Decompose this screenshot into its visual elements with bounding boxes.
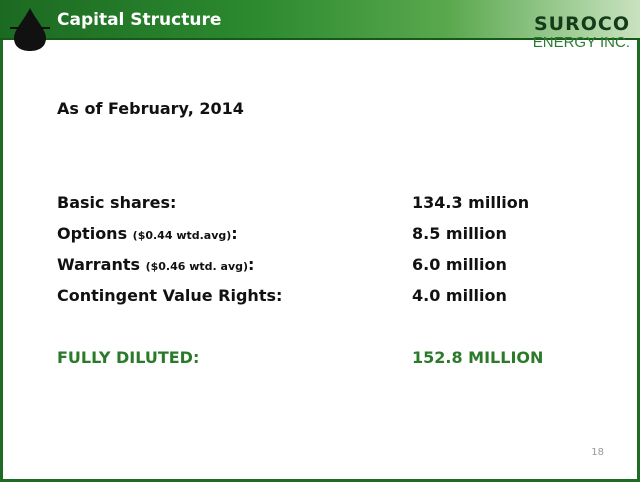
- row-label: Basic shares:: [57, 193, 177, 212]
- row-basic-shares: [57, 193, 557, 215]
- row-value: 8.5 million: [412, 224, 507, 243]
- total-label: FULLY DILUTED:: [57, 348, 200, 367]
- row-options: [57, 224, 557, 246]
- oil-drop-icon: [8, 6, 52, 52]
- slide-title: Capital Structure: [57, 10, 222, 30]
- row-label: Warrants ($0.46 wtd. avg):: [57, 255, 255, 274]
- row-fully-diluted: [57, 348, 557, 370]
- row-warrants: [57, 255, 557, 277]
- brand-name: SUROCO: [534, 13, 630, 35]
- row-contingent-value-rights: [57, 286, 557, 308]
- row-value: 4.0 million: [412, 286, 507, 305]
- row-label: Contingent Value Rights:: [57, 286, 283, 305]
- total-value: 152.8 MILLION: [412, 348, 544, 367]
- brand-subtitle: ENERGY INC.: [532, 34, 630, 51]
- row-value: 134.3 million: [412, 193, 530, 212]
- company-logo: [533, 14, 630, 51]
- page-number: 18: [591, 447, 604, 458]
- row-value: 6.0 million: [412, 255, 507, 274]
- as-of-date: As of February, 2014: [57, 99, 244, 118]
- row-label: Options ($0.44 wtd.avg):: [57, 224, 238, 243]
